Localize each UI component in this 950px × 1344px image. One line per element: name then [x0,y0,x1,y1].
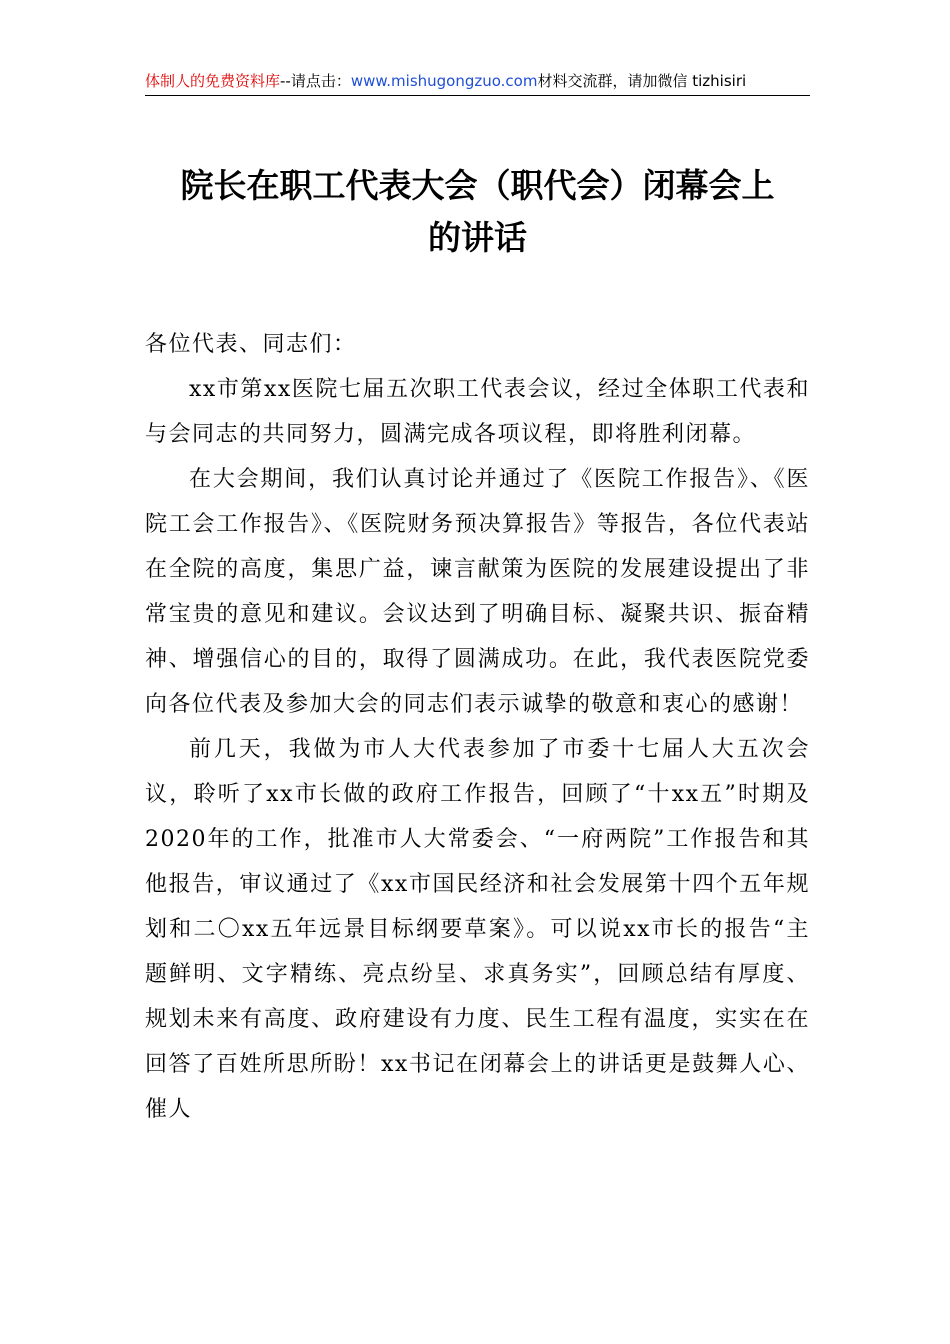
header-prompt: --请点击： [280,72,351,90]
title-line-2: 的讲话 [428,218,527,257]
paragraph-2: 在大会期间，我们认真讨论并通过了《医院工作报告》、《医院工会工作报告》、《医院财务预决算报告》等报告，各位代表站在全院的高度，集思广益，谏言献策为医院的发展建设提出了非常宝贵的意见和建议。会议达到了明确目标、凝聚共识、振奋精神、增强信心的目的，取得了圆满成功。在此，我代表医院党委向各位代表及参加大会的同志们表示诚挚的敬意和衷心的感谢！ [145,467,810,717]
header-wechat-note: 材料交流群，请加微信 tizhisiri [537,72,747,90]
header-brand: 体制人的免费资料库 [145,72,281,90]
salutation: 各位代表、同志们： [145,332,357,357]
title-line-1: 院长在职工代表大会（职代会）闭幕会上 [180,166,775,205]
document-title [145,160,810,264]
document-body [145,322,810,1132]
paragraph-3: 前几天，我做为市人大代表参加了市委十七届人大五次会议，聆听了xx市长做的政府工作报告，回顾了“十xx五”时期及2020年的工作，批准市人大常委会、“一府两院”工作报告和其他报告，审议通过了《xx市国民经济和社会发展第十四个五年规划和二〇xx五年远景目标纲要草案》。可以说xx市长的报告“主题鲜明、文字精练、亮点纷呈、求真务实”，回顾总结有厚度、规划未来有高度、政府建设有力度、民生工程有温度，实实在在回答了百姓所思所盼！xx书记在闭幕会上的讲话更是鼓舞人心、催人 [145,737,810,1122]
paragraph-1: xx市第xx医院七届五次职工代表会议，经过全体职工代表和与会同志的共同努力，圆满完成各项议程，即将胜利闭幕。 [145,377,810,447]
site-header-banner [145,66,810,96]
header-website-link[interactable]: www.mishugongzuo.com [350,72,538,90]
